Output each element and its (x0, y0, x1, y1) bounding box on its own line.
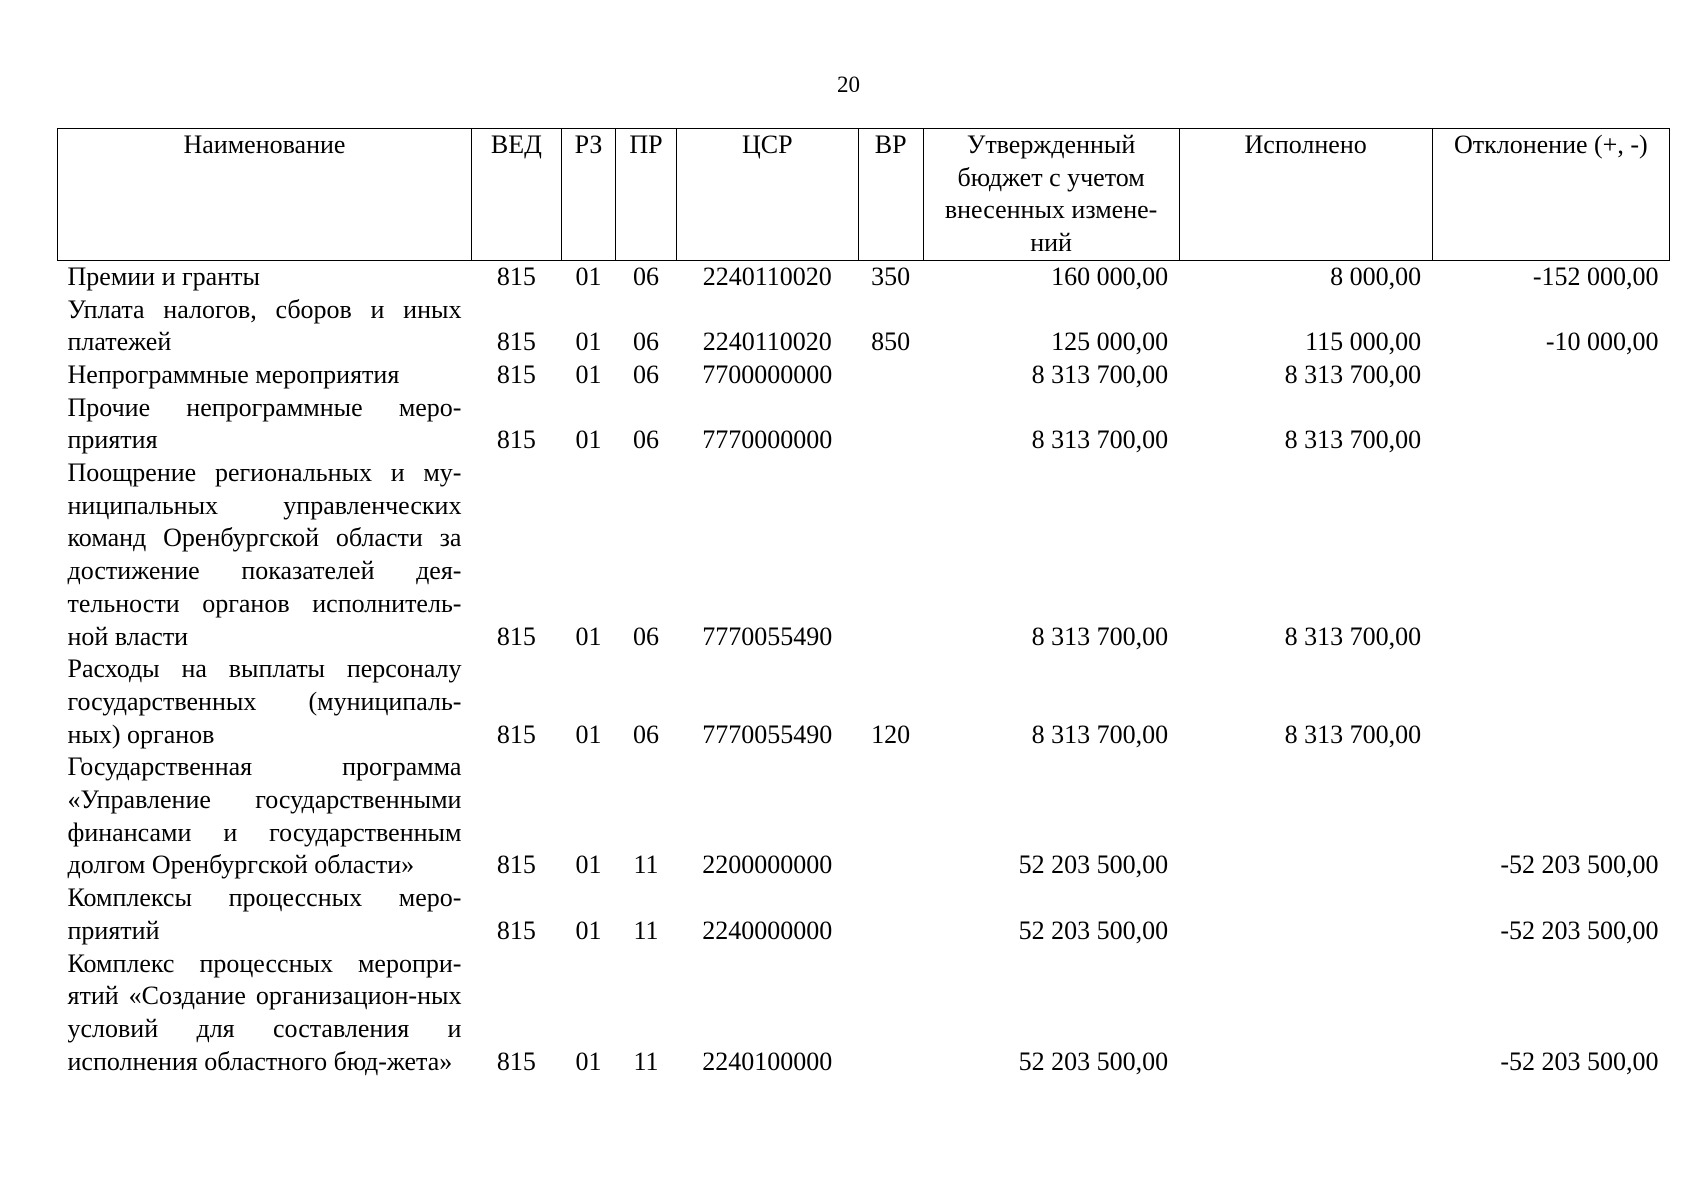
cell-name: Расходы на выплаты персоналу государственных (муниципаль-ных) органов (67, 654, 462, 749)
cell-vr: 120 (871, 719, 911, 749)
cell-executed (1179, 882, 1432, 947)
cell-approved-budget: 52 203 500,00 (1018, 1046, 1169, 1076)
cell-ved: 815 (496, 719, 536, 749)
cell-vr (858, 882, 923, 947)
cell-name: Прочие непрограммные меро-приятия (67, 392, 462, 455)
cell-ved: 815 (496, 359, 536, 389)
cell-rz: 01 (575, 850, 602, 880)
cell-ved: 815 (496, 425, 536, 455)
column-header-rz: РЗ (561, 129, 615, 261)
cell-csr: 2240110020 (702, 261, 832, 291)
cell-rz: 01 (575, 1046, 602, 1076)
column-header-ved: ВЕД (471, 129, 561, 261)
cell-ved: 815 (496, 621, 536, 651)
cell-rz: 01 (575, 327, 602, 357)
budget-execution-table (57, 128, 1670, 1078)
cell-deviation: -10 000,00 (1545, 327, 1659, 357)
table-row (58, 359, 1670, 392)
table-row (58, 948, 1670, 1079)
cell-deviation: -52 203 500,00 (1500, 1046, 1659, 1076)
cell-name: Премии и гранты (67, 261, 260, 291)
cell-pr: 06 (633, 359, 660, 389)
cell-executed: 8 313 700,00 (1284, 621, 1422, 651)
column-header-csr: ЦСР (676, 129, 858, 261)
cell-pr: 11 (633, 850, 659, 880)
cell-csr: 7770000000 (702, 425, 833, 455)
cell-deviation (1432, 359, 1669, 392)
cell-vr: 850 (871, 327, 911, 357)
cell-approved-budget: 8 313 700,00 (1031, 621, 1169, 651)
cell-pr: 06 (633, 719, 660, 749)
cell-name: Государственная программа «Управление государственными финансами и государственным долгом Оренбургской области» (67, 752, 462, 880)
column-header-approved-budget: Утвержденный бюджет с учетом внесенных измене-ний (923, 129, 1179, 261)
cell-csr: 2240100000 (702, 1046, 833, 1076)
table-row (58, 653, 1670, 751)
cell-rz: 01 (575, 425, 602, 455)
cell-approved-budget: 52 203 500,00 (1018, 850, 1169, 880)
cell-approved-budget: 160 000,00 (1051, 261, 1169, 291)
cell-csr: 7770055490 (702, 621, 833, 651)
cell-ved: 815 (496, 850, 536, 880)
cell-pr: 06 (633, 261, 660, 291)
table-row (58, 294, 1670, 359)
cell-name: Уплата налогов, сборов и иных платежей (67, 294, 462, 357)
cell-vr (858, 392, 923, 457)
cell-rz: 01 (575, 261, 602, 291)
cell-deviation (1432, 457, 1669, 653)
cell-pr: 06 (633, 327, 660, 357)
cell-name: Непрограммные мероприятия (67, 359, 400, 389)
cell-deviation: -52 203 500,00 (1500, 850, 1659, 880)
cell-csr: 2240000000 (702, 915, 833, 945)
cell-deviation (1432, 392, 1669, 457)
cell-executed: 115 000,00 (1305, 327, 1422, 357)
cell-ved: 815 (496, 261, 536, 291)
cell-vr (858, 751, 923, 882)
cell-ved: 815 (496, 327, 536, 357)
cell-vr (858, 359, 923, 392)
cell-csr: 7770055490 (702, 719, 833, 749)
cell-vr (858, 948, 923, 1079)
cell-vr: 350 (871, 261, 911, 291)
column-header-deviation: Отклонение (+, -) (1432, 129, 1669, 261)
cell-deviation (1432, 653, 1669, 751)
cell-approved-budget: 125 000,00 (1051, 327, 1169, 357)
cell-deviation: -152 000,00 (1532, 261, 1659, 291)
cell-approved-budget: 8 313 700,00 (1031, 425, 1169, 455)
cell-pr: 06 (633, 425, 660, 455)
column-header-name: Наименование (58, 129, 472, 261)
cell-csr: 7700000000 (702, 359, 833, 389)
table-row (58, 751, 1670, 882)
cell-name: Комплекс процессных меропри-ятий «Создание организацион-ных условий для составления и исполнения областного бюд-жета» (67, 948, 462, 1076)
cell-executed (1179, 948, 1432, 1079)
cell-rz: 01 (575, 915, 602, 945)
cell-pr: 11 (633, 1046, 659, 1076)
table-row (58, 882, 1670, 947)
cell-name: Комплексы процессных меро-приятий (67, 883, 462, 945)
cell-executed: 8 000,00 (1330, 261, 1422, 291)
cell-vr (858, 457, 923, 653)
cell-rz: 01 (575, 359, 602, 389)
table-row (58, 457, 1670, 653)
cell-rz: 01 (575, 719, 602, 749)
column-header-executed: Исполнено (1179, 129, 1432, 261)
table-header-row (58, 129, 1670, 261)
column-header-vr: ВР (858, 129, 923, 261)
cell-pr: 06 (633, 621, 660, 651)
column-header-pr: ПР (616, 129, 677, 261)
cell-executed: 8 313 700,00 (1284, 425, 1422, 455)
cell-executed (1179, 751, 1432, 882)
cell-approved-budget: 52 203 500,00 (1018, 915, 1169, 945)
cell-deviation: -52 203 500,00 (1500, 915, 1659, 945)
cell-approved-budget: 8 313 700,00 (1031, 359, 1169, 389)
cell-pr: 11 (633, 915, 659, 945)
cell-executed: 8 313 700,00 (1284, 359, 1422, 389)
cell-name: Поощрение региональных и му-ниципальных управленческих команд Оренбургской области за достижение показателей дея-тельности органов исполнитель-ной власти (67, 458, 462, 651)
page-number: 20 (837, 72, 860, 97)
cell-approved-budget: 8 313 700,00 (1031, 719, 1169, 749)
cell-ved: 815 (496, 1046, 536, 1076)
cell-csr: 2240110020 (702, 327, 832, 357)
table-row (58, 260, 1670, 293)
cell-ved: 815 (496, 915, 536, 945)
table-row (58, 392, 1670, 457)
cell-csr: 2200000000 (702, 850, 833, 880)
cell-rz: 01 (575, 621, 602, 651)
cell-executed: 8 313 700,00 (1284, 719, 1422, 749)
